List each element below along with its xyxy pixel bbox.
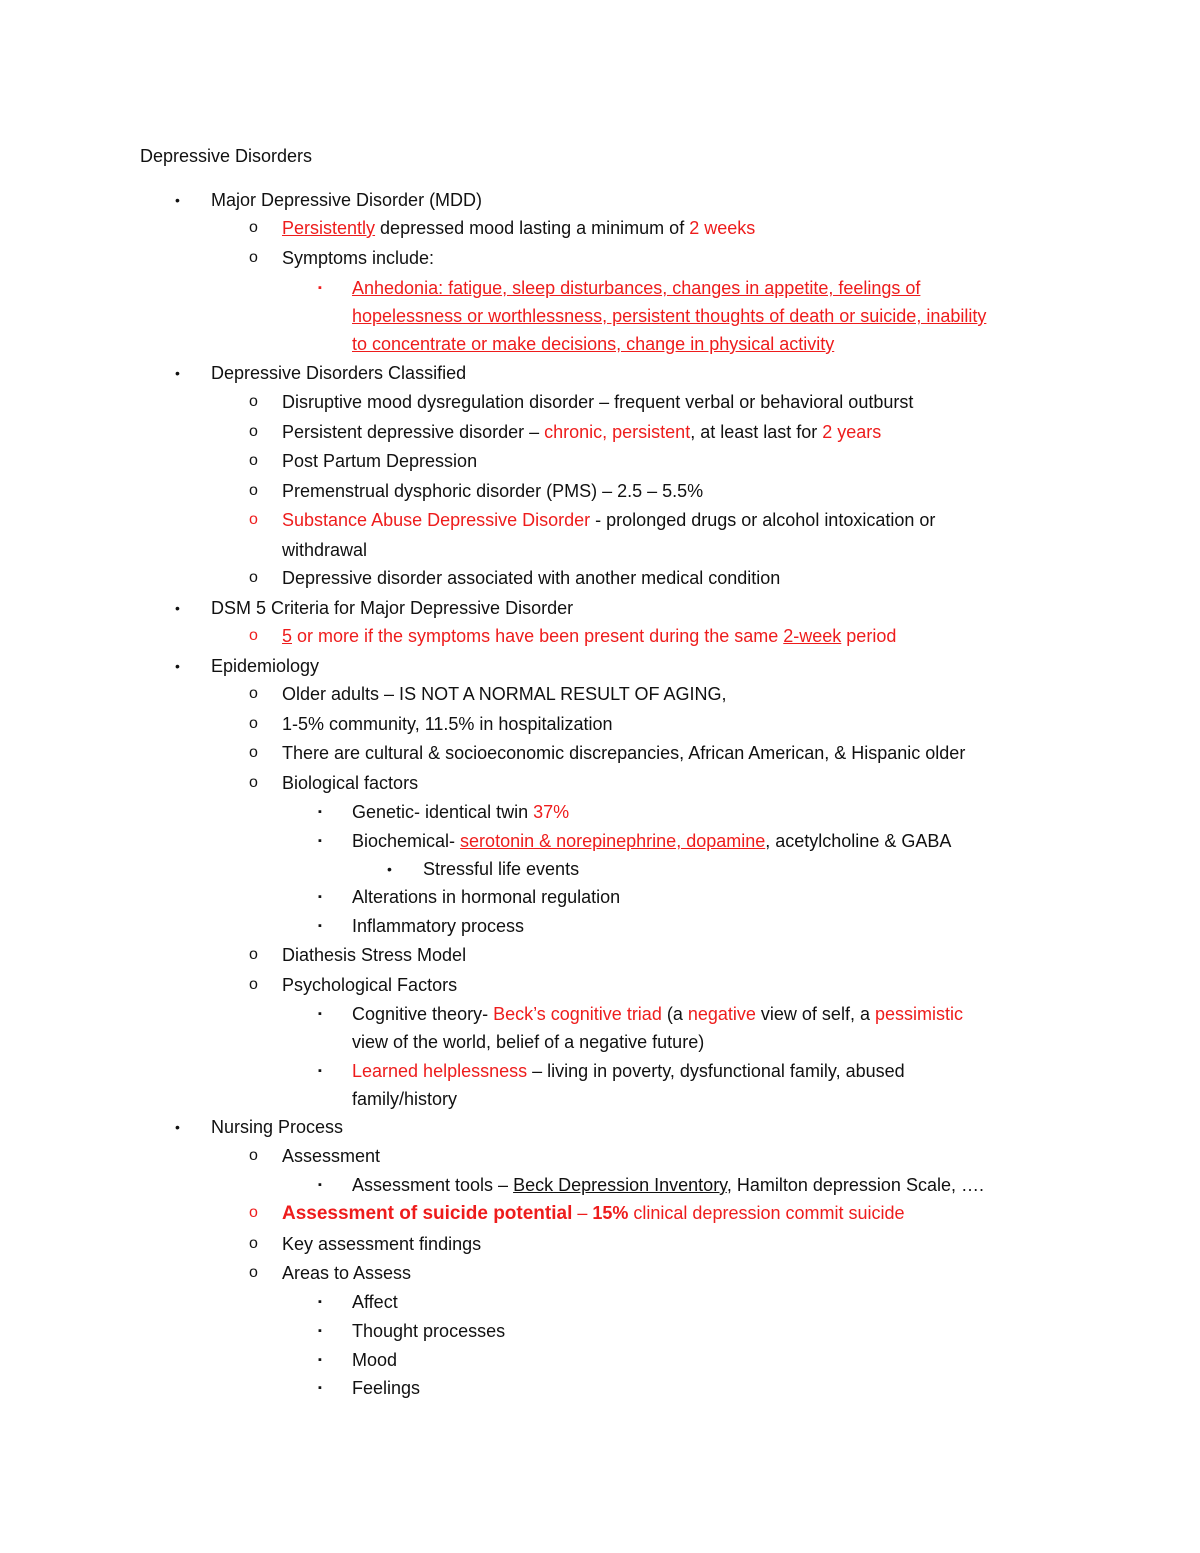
bullet-circle-icon: o [249,946,258,963]
bullet-dot-icon: • [175,600,180,616]
mood-item: Mood [352,1350,398,1370]
bullet-circle-icon: o [249,1235,258,1252]
feelings-item: Feelings [352,1378,421,1398]
pmdd-item: Premenstrual dysphoric disorder (PMS) – 2.5 – 5.5% [282,481,704,501]
bullet-circle-icon: o [249,569,258,586]
dsm-heading: DSM 5 Criteria for Major Depressive Disorder [211,598,574,618]
dmdd-item: Disruptive mood dysregulation disorder – frequent verbal or behavioral outburst [282,392,914,412]
bullet-square-icon: ▪ [318,1008,322,1020]
pdd-years-text: 2 years [822,422,882,442]
bullet-square-icon: ▪ [318,835,322,847]
symptoms-line-3: to concentrate or make decisions, change in physical activity [352,334,835,354]
cog-text-b: (a [661,1004,688,1024]
tools-beck-text: Beck Depression Inventory [513,1175,727,1195]
persist-rest-text: depressed mood lasting a minimum of [375,218,690,238]
tools-text: Assessment tools – [352,1175,514,1195]
suicide-item [282,1202,905,1225]
bullet-circle-icon: o [249,1204,258,1221]
bullet-square-icon: ▪ [318,1065,322,1077]
symptoms-line-1: Anhedonia: fatigue, sleep disturbances, changes in appetite, feelings of [352,278,921,298]
dsm-twoweek-text: 2-week [783,626,842,646]
dsm-mid-text: or more if the symptoms have been present during the same [292,626,784,646]
dsm-five-text: 5 [282,626,293,646]
mdd-persist-line [282,217,755,239]
stressful-item: Stressful life events [423,859,580,879]
bullet-square-icon: ▪ [318,920,322,932]
thought-item: Thought processes [352,1321,506,1341]
pdd-text: Persistent depressive disorder – [282,422,545,442]
mdd-symptoms-label: Symptoms include: [282,248,435,268]
bullet-circle-icon: o [249,393,258,410]
nursing-heading: Nursing Process [211,1117,344,1137]
assessment-item: Assessment [282,1146,381,1166]
cog-text-c: view of self, a [755,1004,875,1024]
classified-heading: Depressive Disorders Classified [211,363,467,383]
psych-item: Psychological Factors [282,975,458,995]
areas-item: Areas to Assess [282,1263,412,1283]
bullet-dot-icon: • [175,365,180,381]
inflammatory-item: Inflammatory process [352,916,525,936]
community-item: 1-5% community, 11.5% in hospitalization [282,714,613,734]
bullet-circle-icon: o [249,685,258,702]
bullet-circle-icon: o [249,249,258,266]
biochem-red-text: serotonin & norepinephrine, dopamine [460,831,766,851]
suicide-red-text: Assessment of suicide potential [282,1203,573,1224]
key-item: Key assessment findings [282,1234,482,1254]
ppd-item: Post Partum Depression [282,451,478,471]
affect-item: Affect [352,1292,398,1312]
bullet-circle-icon: o [249,715,258,732]
bullet-circle-icon: o [249,1264,258,1281]
bullet-square-icon: ▪ [318,1325,322,1337]
bullet-circle-icon: o [249,976,258,993]
document-title: Depressive Disorders [140,146,313,166]
bullet-circle-icon: o [249,744,258,761]
cog-negative-text: negative [687,1004,756,1024]
cultural-item: There are cultural & socioeconomic discrepancies, African American, & Hispanic older [282,743,966,763]
bullet-square-icon: ▪ [318,1296,322,1308]
bullet-circle-icon: o [249,774,258,791]
cognitive-line-2: view of the world, belief of a negative future) [352,1032,705,1052]
bullet-square-icon: ▪ [318,1382,322,1394]
cog-text: Cognitive theory- [352,1004,494,1024]
learned-red-text: Learned helplessness [352,1061,528,1081]
suicide-rest-text: clinical depression commit suicide [628,1203,905,1223]
mdd-heading: Major Depressive Disorder (MDD) [211,190,483,210]
bullet-square-icon: ▪ [318,282,322,294]
cog-pessimistic-text: pessimistic [874,1004,963,1024]
symptoms-line-2: hopelessness or worthlessness, persistent thoughts of death or suicide, inability [352,306,987,326]
biochem-item [352,830,951,852]
sadd-rest-text: - prolonged drugs or alcohol intoxication or [590,510,936,530]
bullet-square-icon: ▪ [318,891,322,903]
bullet-circle-icon: o [249,219,258,236]
suicide-pct-text: 15% [592,1203,629,1223]
bullet-circle-icon: o [249,452,258,469]
bullet-circle-icon: o [249,511,258,528]
sadd-item [282,509,935,531]
sadd-line-2: withdrawal [282,540,368,560]
biochem-text-b: , acetylcholine & GABA [765,831,952,851]
bullet-dot-icon: • [387,861,392,877]
medical-item: Depressive disorder associated with another medical condition [282,568,781,588]
hormonal-item: Alterations in hormonal regulation [352,887,621,907]
bullet-square-icon: ▪ [318,1179,322,1191]
persist-red-text: Persistently [282,218,376,238]
bullet-circle-icon: o [249,1147,258,1164]
persist-weeks-text: 2 weeks [689,218,756,238]
cognitive-item [352,1003,963,1025]
biochem-text: Biochemical- [352,831,461,851]
older-item: Older adults – IS NOT A NORMAL RESULT OF AGING, [282,684,727,704]
learned-rest-text: – living in poverty, dysfunctional family, abused [527,1061,905,1081]
pdd-text-b: , at least last for [690,422,823,442]
bullet-dot-icon: • [175,658,180,674]
dsm-end-text: period [841,626,897,646]
bullet-circle-icon: o [249,627,258,644]
tools-text-b: , Hamilton depression Scale, …. [726,1175,984,1195]
learned-line-2: family/history [352,1089,458,1109]
bullet-square-icon: ▪ [318,1354,322,1366]
diathesis-item: Diathesis Stress Model [282,945,467,965]
learned-item [352,1060,905,1082]
suicide-dash-text: – [572,1203,593,1223]
epi-heading: Epidemiology [211,656,320,676]
pdd-red-text: chronic, persistent [544,422,691,442]
bullet-dot-icon: • [175,1119,180,1135]
genetic-item [352,801,569,823]
bullet-circle-icon: o [249,482,258,499]
cog-red-text: Beck’s cognitive triad [493,1004,662,1024]
bio-item: Biological factors [282,773,419,793]
genetic-pct-text: 37% [533,802,570,822]
tools-item [352,1174,984,1196]
genetic-text: Genetic- identical twin [352,802,534,822]
pdd-item [282,421,881,443]
bullet-circle-icon: o [249,423,258,440]
bullet-dot-icon: • [175,192,180,208]
sadd-red-text: Substance Abuse Depressive Disorder [282,510,591,530]
bullet-square-icon: ▪ [318,806,322,818]
dsm-criteria [282,625,896,647]
